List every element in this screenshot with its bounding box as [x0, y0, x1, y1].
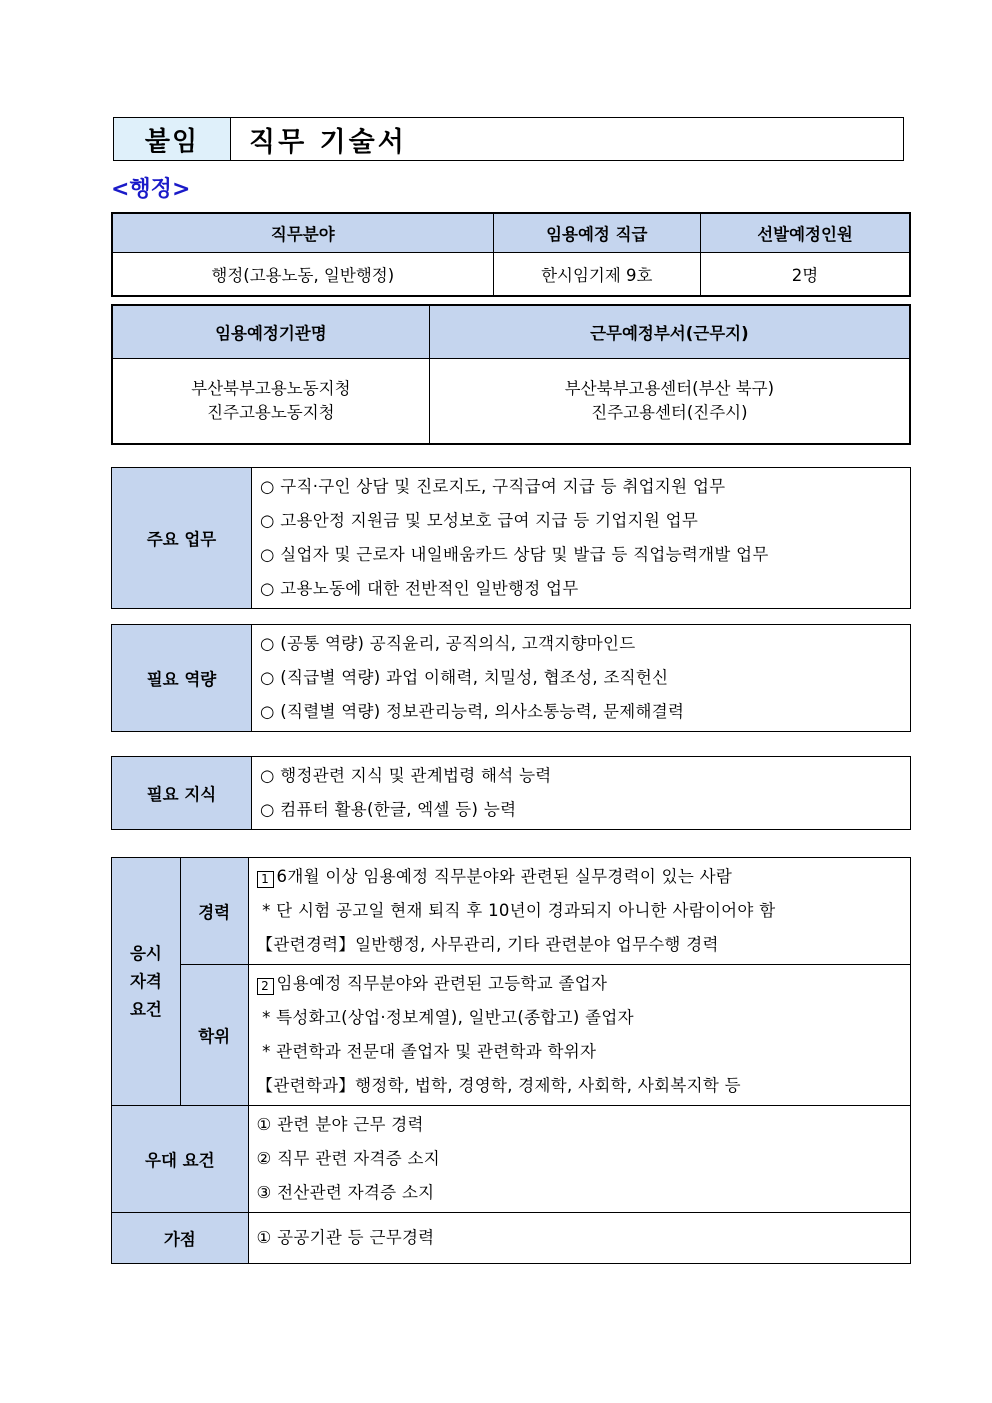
competencies-table: [111, 624, 911, 732]
career-label: 경력: [180, 858, 248, 965]
position-table: [111, 212, 911, 297]
competency-item: ○ (공통 역량) 공직윤리, 공직의식, 고객지향마인드: [260, 634, 636, 653]
header-headcount: 선발예정인원: [701, 213, 910, 253]
duty-item: ○ 고용안정 지원금 및 모성보호 급여 지급 등 기업지원 업무: [260, 511, 699, 530]
knowledge-label: 필요 지식: [112, 757, 252, 830]
box-number-2-icon: 2: [257, 978, 274, 995]
box-number-1-icon: 1: [257, 871, 274, 888]
competencies-content: [252, 625, 911, 732]
header-grade: 임용예정 직급: [493, 213, 700, 253]
duty-item: ○ 고용노동에 대한 전반적인 일반행정 업무: [260, 579, 579, 598]
competency-item: ○ (직급별 역량) 과업 이해력, 치밀성, 협조성, 조직헌신: [260, 668, 669, 687]
competency-item: ○ (직렬별 역량) 정보관리능력, 의사소통능력, 문제해결력: [260, 702, 685, 721]
header-agency: 임용예정기관명: [112, 305, 429, 359]
qualifications-label-line: 응시: [129, 943, 162, 963]
document-title: 직무 기술서: [249, 126, 407, 158]
qualifications-label: [112, 858, 181, 1106]
preference-item: ① 관련 분야 근무 경력: [256, 1115, 424, 1134]
career-related: 【관련경력】일반행정, 사무관리, 기타 관련분야 업무수행 경력: [256, 935, 719, 954]
bonus-content: [248, 1213, 910, 1264]
career-content: [248, 858, 910, 965]
qualifications-label-line: 요건: [129, 999, 162, 1019]
knowledge-table: [111, 756, 911, 830]
preference-item: ③ 전산관련 자격증 소지: [256, 1183, 435, 1202]
career-item: 1 6개월 이상 임용예정 직무분야와 관련된 실무경력이 있는 사람: [257, 860, 902, 894]
bonus-item: ① 공공기관 등 근무경력: [256, 1228, 435, 1247]
header-job-field: 직무분야: [112, 213, 493, 253]
office-value: [429, 359, 910, 445]
agency-value: [112, 359, 429, 445]
degree-label: 학위: [180, 965, 248, 1106]
grade-value: 한시임기제 9호: [493, 253, 700, 297]
preferences-label: 우대 요건: [112, 1106, 249, 1213]
category-heading: <행정>: [111, 177, 191, 202]
duty-item: ○ 실업자 및 근로자 내일배움카드 상담 및 발급 등 직업능력개발 업무: [260, 545, 769, 564]
career-note: * 단 시험 공고일 현재 퇴직 후 10년이 경과되지 아니한 사람이어야 함: [256, 901, 776, 920]
competencies-label: 필요 역량: [112, 625, 252, 732]
qualifications-label-line: 자격: [129, 971, 162, 991]
degree-content: [248, 965, 910, 1106]
preference-item: ② 직무 관련 자격증 소지: [256, 1149, 440, 1168]
knowledge-content: [252, 757, 911, 830]
office-line: 부산북부고용센터(부산 북구): [564, 379, 775, 398]
duty-item: ○ 구직·구인 상담 및 진로지도, 구직급여 지급 등 취업지원 업무: [260, 477, 726, 496]
office-line: 진주고용센터(진주시): [591, 403, 748, 422]
header-office: 근무예정부서(근무지): [429, 305, 910, 359]
qualifications-table: [111, 857, 911, 1264]
job-field-value: 행정(고용노동, 일반행정): [112, 253, 493, 297]
bonus-label: 가점: [112, 1213, 249, 1264]
main-duties-table: [111, 467, 911, 609]
knowledge-item: ○ 컴퓨터 활용(한글, 엑셀 등) 능력: [260, 800, 517, 819]
headcount-value: 2명: [701, 253, 910, 297]
agency-line: 부산북부고용노동지청: [191, 379, 351, 398]
agency-line: 진주고용노동지청: [207, 403, 335, 422]
degree-note: * 특성화고(상업·정보계열), 일반고(종합고) 졸업자: [256, 1008, 634, 1027]
main-duties-label: 주요 업무: [112, 468, 252, 609]
attachment-tag: 붙임: [114, 118, 231, 160]
document-title-box: [113, 117, 904, 161]
preferences-content: [248, 1106, 910, 1213]
main-duties-content: [252, 468, 911, 609]
degree-item: 2 임용예정 직무분야와 관련된 고등학교 졸업자: [257, 967, 902, 1001]
degree-note: * 관련학과 전문대 졸업자 및 관련학과 학위자: [256, 1042, 597, 1061]
knowledge-item: ○ 행정관련 지식 및 관계법령 해석 능력: [260, 766, 552, 785]
agency-table: [111, 304, 911, 445]
degree-related: 【관련학과】행정학, 법학, 경영학, 경제학, 사회학, 사회복지학 등: [256, 1076, 741, 1095]
